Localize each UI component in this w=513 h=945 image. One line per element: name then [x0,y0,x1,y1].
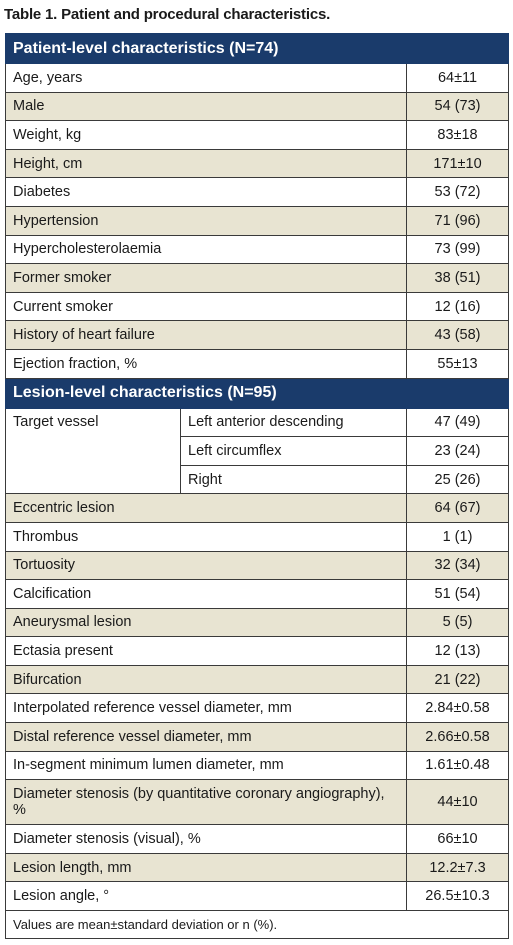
row-value: 83±18 [407,121,509,150]
row-value: 38 (51) [407,264,509,293]
table-row [6,694,509,723]
table-row [6,608,509,637]
row-value: 32 (34) [407,551,509,580]
row-label: Ejection fraction, % [6,349,407,378]
row-label: History of heart failure [6,321,407,350]
table-row [6,637,509,666]
row-label: In-segment minimum lumen diameter, mm [6,751,407,780]
row-value: 26.5±10.3 [407,882,509,911]
row-value: 54 (73) [407,92,509,121]
row-value: 12 (16) [407,292,509,321]
table-row [6,408,509,437]
table-row [6,349,509,378]
table-row [6,665,509,694]
row-label: Calcification [6,580,407,609]
table-row [6,149,509,178]
row-value: 71 (96) [407,206,509,235]
row-label: Interpolated reference vessel diameter, mm [6,694,407,723]
row-value: 12.2±7.3 [407,853,509,882]
table-row [6,882,509,911]
row-label: Left circumflex [181,437,407,466]
table-row [6,235,509,264]
row-label: Former smoker [6,264,407,293]
row-label: Bifurcation [6,665,407,694]
row-value: 47 (49) [407,408,509,437]
row-value: 43 (58) [407,321,509,350]
table-row [6,292,509,321]
row-label: Aneurysmal lesion [6,608,407,637]
row-label: Left anterior descending [181,408,407,437]
row-label: Height, cm [6,149,407,178]
table-row [6,321,509,350]
row-label: Lesion angle, ° [6,882,407,911]
table-caption: Table 1. Patient and procedural characteristics. [4,6,331,23]
row-value: 2.66±0.58 [407,723,509,752]
row-label: Diabetes [6,178,407,207]
table-row [6,206,509,235]
row-value: 23 (24) [407,437,509,466]
row-value: 55±13 [407,349,509,378]
row-label: Male [6,92,407,121]
row-label: Eccentric lesion [6,494,407,523]
section-header-lesion [6,378,509,408]
row-label: Current smoker [6,292,407,321]
row-label: Age, years [6,64,407,93]
row-label: Right [181,465,407,494]
table-row [6,121,509,150]
table-row [6,853,509,882]
row-value: 73 (99) [407,235,509,264]
characteristics-table [5,33,509,939]
table-row [6,92,509,121]
row-label: Weight, kg [6,121,407,150]
table-row [6,522,509,551]
footnote-row [6,911,509,939]
table-row [6,64,509,93]
table-row [6,494,509,523]
table-row [6,780,509,825]
table-row [6,551,509,580]
table-row [6,825,509,854]
row-value: 5 (5) [407,608,509,637]
row-value: 1.61±0.48 [407,751,509,780]
section-header-patient [6,34,509,64]
row-label: Hypertension [6,206,407,235]
row-label: Tortuosity [6,551,407,580]
row-value: 53 (72) [407,178,509,207]
table-footnote: Values are mean±standard deviation or n (%). [6,911,509,939]
row-label: Diameter stenosis (by quantitative coronary angiography), % [6,780,407,825]
section-title: Patient-level characteristics (N=74) [6,34,509,64]
table-row [6,580,509,609]
row-value: 44±10 [407,780,509,825]
row-value: 21 (22) [407,665,509,694]
row-label: Hypercholesterolaemia [6,235,407,264]
section-title: Lesion-level characteristics (N=95) [6,378,509,408]
table-row [6,751,509,780]
row-label: Lesion length, mm [6,853,407,882]
row-value: 64 (67) [407,494,509,523]
row-value: 12 (13) [407,637,509,666]
row-label: Ectasia present [6,637,407,666]
row-value: 1 (1) [407,522,509,551]
target-vessel-label: Target vessel [6,408,181,494]
row-value: 25 (26) [407,465,509,494]
row-label: Thrombus [6,522,407,551]
table-row [6,264,509,293]
row-label: Diameter stenosis (visual), % [6,825,407,854]
row-label: Distal reference vessel diameter, mm [6,723,407,752]
row-value: 64±11 [407,64,509,93]
table-row [6,723,509,752]
row-value: 171±10 [407,149,509,178]
table-row [6,178,509,207]
row-value: 2.84±0.58 [407,694,509,723]
row-value: 51 (54) [407,580,509,609]
row-value: 66±10 [407,825,509,854]
